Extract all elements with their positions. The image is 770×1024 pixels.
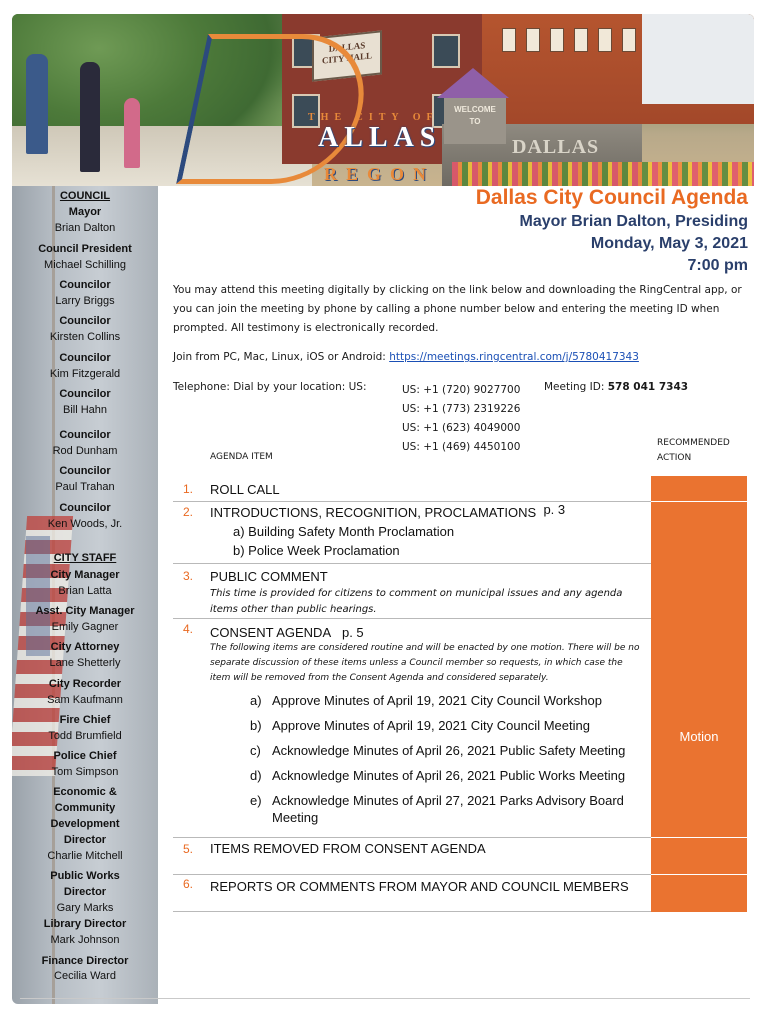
consent-item-b: Approve Minutes of April 19, 2021 City Council Meeting [272, 718, 590, 733]
page-ref: p. 3 [543, 502, 566, 517]
council-role-row [12, 313, 158, 329]
telephone-label: Telephone: Dial by your location: US: [173, 381, 367, 393]
staff-role: Public Works [50, 870, 120, 882]
consent-item-a: Approve Minutes of April 19, 2021 City Council Workshop [272, 693, 602, 708]
logo-regon: REGON [324, 164, 436, 184]
staff-name: Sam Kaufmann [47, 694, 123, 706]
staff-role: City Recorder [48, 678, 122, 690]
phone-list [402, 381, 520, 457]
staff-name-row [12, 932, 158, 948]
staff-role-row [12, 832, 158, 848]
staff-name: Emily Gagner [51, 621, 119, 633]
council-name: Kirsten Collins [49, 331, 121, 343]
staff-role-row [12, 639, 158, 655]
column-header-recommended-action: RECOMMENDED ACTION [657, 438, 730, 463]
council-role-row [12, 277, 158, 293]
staff-role: Finance Director [41, 955, 129, 967]
staff-name: Todd Brumfield [48, 730, 122, 742]
council-name: Kim Fitzgerald [49, 368, 121, 380]
logo-allas: ALLAS [318, 122, 442, 153]
staff-role-row [12, 884, 158, 900]
staff-role: Community [54, 802, 116, 814]
council-role: Council President [38, 243, 132, 255]
council-role-row [12, 386, 158, 402]
action-divider [651, 501, 747, 502]
flower-bed [452, 162, 754, 186]
council-name-row [12, 479, 158, 495]
row-divider [173, 618, 651, 619]
family-figure [124, 98, 140, 168]
council-role: Councilor [59, 315, 111, 327]
council-role-row [12, 204, 158, 220]
staff-name: Tom Simpson [51, 766, 119, 778]
staff-role-row [12, 603, 158, 619]
family-figure [26, 54, 48, 154]
consent-letter: b) [250, 718, 262, 733]
agenda-table [173, 476, 747, 912]
sign-roof [437, 68, 509, 98]
council-role: Councilor [59, 388, 111, 400]
council-role-row [12, 500, 158, 516]
row-divider [173, 563, 651, 564]
staff-name: Cecilia Ward [54, 970, 116, 982]
council-name: Paul Trahan [55, 481, 115, 493]
staff-heading: CITY STAFF [53, 552, 117, 564]
column-header-agenda-item: AGENDA ITEM [210, 452, 273, 462]
council-name-row [12, 329, 158, 345]
council-name-row [12, 366, 158, 382]
consent-letter: a) [250, 693, 262, 708]
staff-role-row [12, 916, 158, 932]
agenda-item-number: 6. [183, 877, 194, 891]
council-role: Mayor [68, 206, 102, 218]
staff-role-row [12, 712, 158, 728]
staff-name: Gary Marks [56, 902, 114, 914]
council-name-row [12, 293, 158, 309]
staff-role: City Attorney [50, 641, 120, 653]
phone-number: US: +1 (469) 4450100 [402, 441, 521, 453]
staff-name-row [12, 692, 158, 708]
staff-name-row [12, 728, 158, 744]
consent-letter: d) [250, 768, 262, 783]
staff-name-row [12, 764, 158, 780]
staff-role-row [12, 784, 158, 800]
meeting-link[interactable]: https://meetings.ringcentral.com/j/5780417343 [389, 351, 639, 363]
staff-role-row [12, 953, 158, 969]
consent-item-e-cont: Meeting [272, 810, 319, 825]
council-name: Michael Schilling [44, 259, 126, 271]
agenda-item-number: 4. [183, 622, 194, 636]
page-ref: p. 5 [341, 625, 364, 640]
intro-paragraph: You may attend this meeting digitally by clicking on the link below and downloading the RingCentral app, or you can join the meeting by phone by calling a phone number below and entering the meeting ID when prompted. All testimony is electronically recorded. [173, 284, 742, 334]
staff-heading-row [12, 550, 158, 566]
agenda-item-public-comment: PUBLIC COMMENT [210, 569, 328, 584]
page-bottom-rule [20, 998, 750, 999]
join-line [173, 351, 639, 363]
consent-item-d: Acknowledge Minutes of April 26, 2021 Public Works Meeting [272, 768, 626, 783]
agenda-item-number: 3. [183, 569, 194, 583]
council-name-row [12, 257, 158, 273]
staff-name: Brian Latta [58, 585, 112, 597]
agenda-item-number: 5. [183, 842, 194, 856]
city-hall-sign: DALLAS CITY HALL [312, 30, 382, 81]
consent-note: The following items are considered routine and will be enacted by one motion. There will be no separate discussion of these items unless a Council member so requests, in which case the item will be removed from the Consent Agenda and considered separately. [210, 643, 640, 683]
consent-letter: c) [250, 743, 261, 758]
row-divider [173, 501, 651, 502]
staff-name: Mark Johnson [50, 934, 120, 946]
staff-role: Development [50, 818, 120, 830]
row-divider [173, 911, 651, 912]
staff-role-row [12, 816, 158, 832]
staff-role: Asst. City Manager [35, 605, 135, 617]
council-role-row [12, 427, 158, 443]
staff-role-row [12, 567, 158, 583]
staff-role-row [12, 748, 158, 764]
public-comment-note: This time is provided for citizens to comment on municipal issues and any agenda items other than public hearings. [210, 588, 623, 615]
council-role-row [12, 463, 158, 479]
staff-role: Police Chief [53, 750, 117, 762]
council-name: Brian Dalton [54, 222, 116, 234]
council-role: Councilor [59, 502, 111, 514]
staff-name-row [12, 583, 158, 599]
join-label: Join from PC, Mac, Linux, iOS or Android: [173, 351, 390, 363]
council-name: Ken Woods, Jr. [47, 518, 123, 530]
staff-name-row [12, 619, 158, 635]
staff-name-row [12, 655, 158, 671]
logo-the-city-of: THE CITY OF [308, 112, 439, 123]
meeting-time: 7:00 pm [687, 257, 748, 274]
agenda-item-number: 2. [183, 505, 194, 519]
council-name: Rod Dunham [52, 445, 118, 457]
council-role: Councilor [59, 429, 111, 441]
agenda-item-reports: REPORTS OR COMMENTS FROM MAYOR AND COUNCIL MEMBERS [210, 879, 629, 894]
staff-name-row [12, 900, 158, 916]
staff-role: Director [63, 886, 107, 898]
consent-item-c: Acknowledge Minutes of April 26, 2021 Public Safety Meeting [272, 743, 626, 758]
page-title: Dallas City Council Agenda [475, 186, 748, 209]
council-role: Councilor [59, 352, 111, 364]
meeting-date: Monday, May 3, 2021 [590, 235, 748, 252]
council-heading-row [12, 188, 158, 204]
council-name-row [12, 516, 158, 532]
council-heading: COUNCIL [59, 190, 111, 202]
consent-letter: e) [250, 793, 262, 808]
phone-number: US: +1 (773) 2319226 [402, 403, 521, 415]
agenda-item-number: 1. [183, 482, 194, 496]
recommended-action-column [651, 476, 747, 912]
presiding-line: Mayor Brian Dalton, Presiding [519, 213, 748, 230]
meeting-id-value: 578 041 7343 [607, 381, 689, 393]
agenda-item-roll-call: ROLL CALL [210, 482, 280, 497]
consent-item-e: Acknowledge Minutes of April 27, 2021 Parks Advisory Board [272, 793, 624, 808]
staff-name-row [12, 968, 158, 984]
white-building [642, 14, 754, 104]
row-divider [173, 837, 651, 838]
sub-item-police-week: b) Police Week Proclamation [233, 543, 400, 558]
staff-name: Lane Shetterly [49, 657, 121, 669]
council-name-row [12, 443, 158, 459]
council-role-row [12, 241, 158, 257]
council-name-row [12, 220, 158, 236]
staff-role-row [12, 676, 158, 692]
staff-role: Economic & [53, 786, 117, 798]
action-divider [651, 874, 747, 875]
row-divider [173, 874, 651, 875]
staff-role-row [12, 800, 158, 816]
family-figure [80, 62, 100, 172]
staff-name-row [12, 848, 158, 864]
action-motion: Motion [679, 729, 719, 744]
phone-number: US: +1 (623) 4049000 [402, 422, 521, 434]
sub-item-building-safety: a) Building Safety Month Proclamation [233, 524, 455, 539]
header-banner-image [12, 14, 754, 186]
sidebar-roster [12, 186, 158, 1004]
council-name: Larry Briggs [55, 295, 115, 307]
welcome-sign: WELCOME TO [444, 98, 506, 144]
agenda-item-introductions: INTRODUCTIONS, RECOGNITION, PROCLAMATIONS p. 3 [210, 502, 566, 520]
action-divider [651, 837, 747, 838]
council-role-row [12, 350, 158, 366]
council-name-row [12, 402, 158, 418]
staff-name: Charlie Mitchell [47, 850, 123, 862]
council-role: Councilor [59, 279, 111, 291]
council-role: Councilor [59, 465, 111, 477]
staff-role-row [12, 868, 158, 884]
agenda-item-items-removed: ITEMS REMOVED FROM CONSENT AGENDA [210, 841, 486, 856]
staff-role: City Manager [50, 569, 120, 581]
council-name: Bill Hahn [62, 404, 108, 416]
staff-role: Fire Chief [59, 714, 111, 726]
agenda-item-consent: CONSENT AGENDA p. 5 [210, 625, 364, 640]
staff-role: Director [63, 834, 107, 846]
stone-sign-text: DALLAS [512, 136, 600, 158]
meeting-id: Meeting ID: 578 041 7343 [544, 381, 689, 393]
phone-number: US: +1 (720) 9027700 [402, 384, 521, 396]
staff-role: Library Director [43, 918, 127, 930]
